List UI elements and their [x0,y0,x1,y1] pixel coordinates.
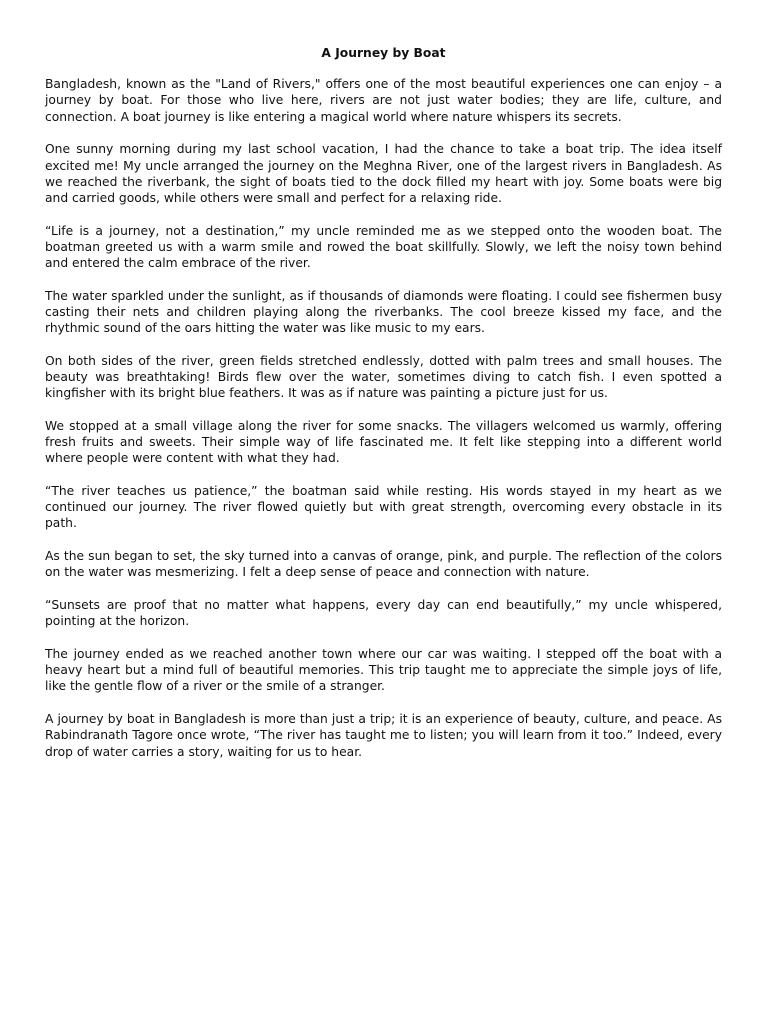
paragraph-5: On both sides of the river, green fields stretched endlessly, dotted with palm trees and small houses. The beauty was breathtaking! Birds flew over the water, sometimes diving to catch fish. I even spotted a kingfisher with its bright blue feathers. It was as if nature was painting a picture just for us. [45,353,722,401]
paragraph-8: As the sun began to set, the sky turned into a canvas of orange, pink, and purple. The reflection of the colors on the water was mesmerizing. I felt a deep sense of peace and connection with nature. [45,549,722,580]
paragraph-9: “Sunsets are proof that no matter what happens, every day can end beautifully,” my uncle whispered, pointing at the horizon. [45,598,722,629]
document-title: A Journey by Boat [321,46,446,60]
paragraph-1: Bangladesh, known as the "Land of Rivers," offers one of the most beautiful experiences one can enjoy – a journey by boat. For those who live here, rivers are not just water bodies; they are life, culture, and connection. A boat journey is like entering a magical world where nature whispers its secrets. [45,77,722,124]
paragraph-6: We stopped at a small village along the river for some snacks. The villagers welcomed us warmly, offering fresh fruits and sweets. Their simple way of life fascinated me. It felt like stepping into a different world where people were content with what they had. [45,418,722,466]
paragraph-3: “Life is a journey, not a destination,” my uncle reminded me as we stepped onto the wooden boat. The boatman greeted us with a warm smile and rowed the boat skillfully. Slowly, we left the noisy town behind and entered the calm embrace of the river. [45,223,722,271]
paragraph-7: “The river teaches us patience,” the boatman said while resting. His words stayed in my heart as we continued our journey. The river flowed quietly but with great strength, overcoming every obstacle in its path. [45,484,722,531]
paragraph-10: The journey ended as we reached another town where our car was waiting. I stepped off the boat with a heavy heart but a mind full of beautiful memories. This trip taught me to appreciate the simple joys of life, like the gentle flow of a river or the smile of a stranger. [45,646,722,694]
paragraph-11: A journey by boat in Bangladesh is more than just a trip; it is an experience of beauty, culture, and peace. As Rabindranath Tagore once wrote, “The river has taught me to listen; you will learn from it too.” Indeed, every drop of water carries a story, waiting for us to hear. [45,712,722,759]
document-page [45,45,722,776]
paragraph-2: One sunny morning during my last school vacation, I had the chance to take a boat trip. The idea itself excited me! My uncle arranged the journey on the Meghna River, one of the largest rivers in Bangladesh. As we reached the riverbank, the sight of boats tied to the dock filled my heart with joy. Some boats were big and carried goods, while others were small and perfect for a relaxing ride. [45,142,722,205]
paragraph-4: The water sparkled under the sunlight, as if thousands of diamonds were floating. I could see fishermen busy casting their nets and children playing along the riverbanks. The cool breeze kissed my face, and the rhythmic sound of the oars hitting the water was like music to my ears. [45,288,722,336]
